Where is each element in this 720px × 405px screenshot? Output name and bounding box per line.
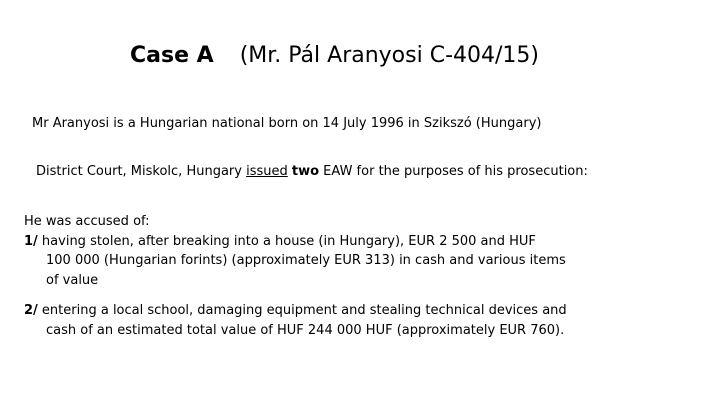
list-gap xyxy=(24,290,624,301)
accusations-intro: He was accused of: xyxy=(24,214,150,229)
slide-title xyxy=(130,40,539,72)
eaw-suffix: EAW for the purposes of his prosecution: xyxy=(319,164,588,179)
accusations-block xyxy=(24,212,624,340)
accusation-number-2: 2/ xyxy=(24,303,38,318)
accusation-item-1-line2: 100 000 (Hungarian forints) (approximately EUR 313) in cash and various items xyxy=(46,253,566,268)
accusation-item-2-text: entering a local school, damaging equipment and stealing technical devices and xyxy=(37,303,567,318)
eaw-prefix: District Court, Miskolc, Hungary xyxy=(36,164,247,179)
accusation-item-1-text: having stolen, after breaking into a house (in Hungary), EUR 2 500 and HUF xyxy=(37,233,536,249)
case-name: (Mr. Pál Aranyosi C-404/15) xyxy=(239,43,539,68)
paragraph-eaw xyxy=(36,164,588,179)
case-label: Case A xyxy=(130,43,214,68)
eaw-bold-word: two xyxy=(291,164,320,179)
accusation-number-1: 1/ xyxy=(24,233,38,249)
accusation-item-1-line3: of value xyxy=(46,272,99,288)
paragraph-background: Mr Aranyosi is a Hungarian national born on 14 July 1996 in Szikszó (Hungary) xyxy=(32,116,542,131)
eaw-underlined-word: issued xyxy=(246,164,288,179)
accusation-item-1-line1 xyxy=(24,232,624,252)
accusation-item-2-line1 xyxy=(24,301,624,321)
accusation-item-2-line2: cash of an estimated total value of HUF 244 000 HUF (approximately EUR 760). xyxy=(46,322,565,338)
